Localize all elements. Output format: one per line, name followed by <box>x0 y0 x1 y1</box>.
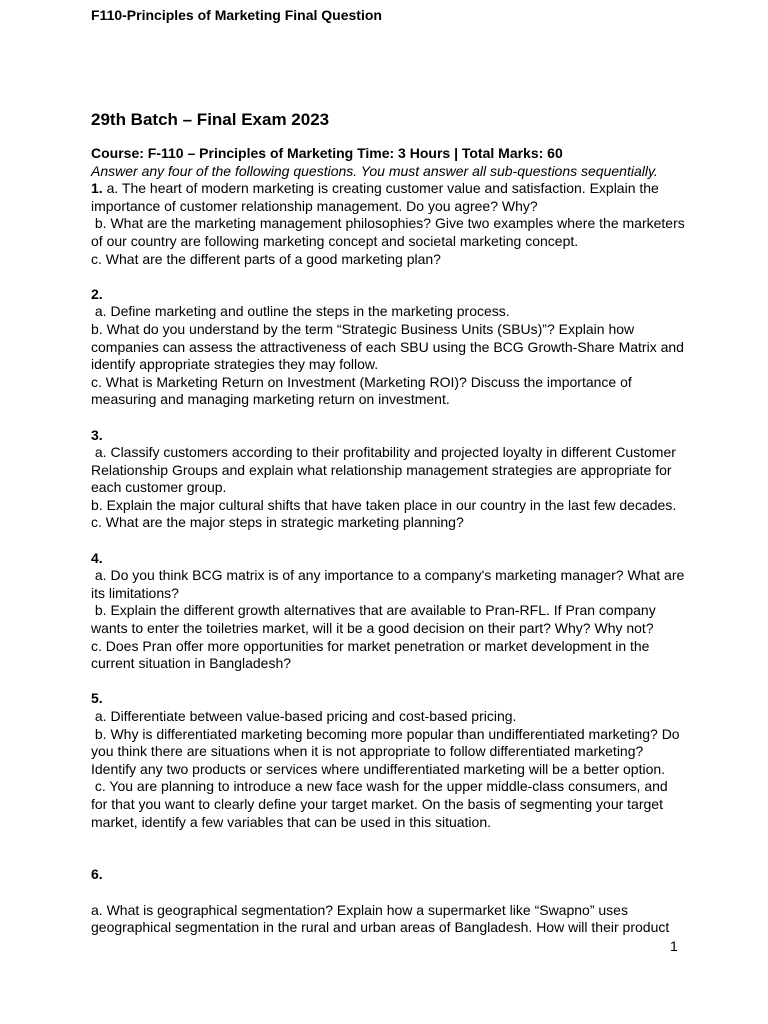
question-text-line: c. Does Pran offer more opportunities for market penetration or market development in the <box>91 637 650 654</box>
question-text-line: a. The heart of modern marketing is creating customer value and satisfaction. Explain the <box>102 180 659 197</box>
question-number: 1. <box>91 180 103 197</box>
question-text-line: of our country are following marketing concept and societal marketing concept. <box>91 232 579 249</box>
question-4 <box>91 550 691 673</box>
question-1 <box>91 180 691 268</box>
question-text-line: b. Why is differentiated marketing becoming more popular than undifferentiated marketing? Do <box>91 725 680 742</box>
blank-line <box>91 673 691 691</box>
question-text-line: you think there are situations when it is not appropriate to follow differentiated marketing? <box>91 743 644 760</box>
question-text-line: identify appropriate strategies they may follow. <box>91 356 379 373</box>
question-text-line: a. Differentiate between value-based pricing and cost-based pricing. <box>91 708 517 724</box>
question-text-line: b. Explain the major cultural shifts that have taken place in our country in the last few decades. <box>91 496 677 513</box>
question-text-line: Identify any two products or services where undifferentiated marketing will be a better option. <box>91 760 666 777</box>
page-number: 1 <box>670 938 678 954</box>
question-text-line: importance of customer relationship management. Do you agree? Why? <box>91 197 538 214</box>
question-6 <box>91 866 691 936</box>
question-text-line: Relationship Groups and explain what relationship management strategies are appropriate for <box>91 461 672 478</box>
question-text-line: for that you want to clearly define your target market. On the basis of segmenting your target <box>91 795 663 812</box>
question-text-line: b. What do you understand by the term “Strategic Business Units (SBUs)”? Explain how <box>91 320 635 337</box>
course-line: Course: F-110 – Principles of Marketing Time: 3 Hours | Total Marks: 60 <box>91 145 563 161</box>
question-text-line: companies can assess the attractiveness of each SBU using the BCG Growth-Share Matrix and <box>91 338 684 355</box>
blank-line <box>91 268 691 286</box>
question-text-line: c. What are the major steps in strategic marketing planning? <box>91 514 464 531</box>
question-text-line: c. What are the different parts of a good marketing plan? <box>91 250 441 267</box>
question-text-line: a. What is geographical segmentation? Explain how a supermarket like “Swapno” uses <box>91 901 628 918</box>
question-number: 3. <box>91 426 103 443</box>
question-text-line: geographical segmentation in the rural and urban areas of Bangladesh. How will their product <box>91 919 670 936</box>
question-text-line: market, identify a few variables that can be used in this situation. <box>91 813 491 830</box>
question-text-line: b. What are the marketing management philosophies? Give two examples where the marketers <box>91 215 685 232</box>
blank-line <box>91 831 691 866</box>
question-5 <box>91 690 691 831</box>
question-number: 6. <box>91 866 103 883</box>
question-text-line: a. Classify customers according to their profitability and projected loyalty in different Customer <box>91 444 676 461</box>
question-text-line: current situation in Bangladesh? <box>91 655 292 672</box>
question-text-line: a. Define marketing and outline the steps in the marketing process. <box>91 303 510 320</box>
exam-title: 29th Batch – Final Exam 2023 <box>91 110 330 129</box>
question-text-line: c. You are planning to introduce a new face wash for the upper middle-class consumers, and <box>91 778 668 795</box>
blank-line <box>91 409 691 427</box>
question-number: 5. <box>91 690 103 707</box>
question-1-first-line <box>91 180 691 198</box>
question-number: 2. <box>91 285 103 302</box>
exam-content <box>91 145 691 937</box>
question-number: 4. <box>91 549 103 566</box>
question-text-line: a. Do you think BCG matrix is of any importance to a company's marketing manager? What are <box>91 567 685 584</box>
blank-line <box>91 532 691 550</box>
instruction-line: Answer any four of the following questions. You must answer all sub-questions sequentially. <box>91 162 658 179</box>
question-text-line: wants to enter the toiletries market, will it be a good decision on their part? Why? Why not? <box>91 620 654 637</box>
question-3 <box>91 427 691 533</box>
question-text-line: each customer group. <box>91 479 227 496</box>
question-text-line: measuring and managing marketing return on investment. <box>91 391 450 408</box>
question-text-line: its limitations? <box>91 584 179 601</box>
blank-line <box>91 884 691 902</box>
question-text-line: b. Explain the different growth alternatives that are available to Pran-RFL. If Pran company <box>91 602 656 619</box>
question-2 <box>91 286 691 409</box>
question-text-line: c. What is Marketing Return on Investment (Marketing ROI)? Discuss the importance of <box>91 373 632 390</box>
page-header: F110-Principles of Marketing Final Question <box>91 7 382 23</box>
